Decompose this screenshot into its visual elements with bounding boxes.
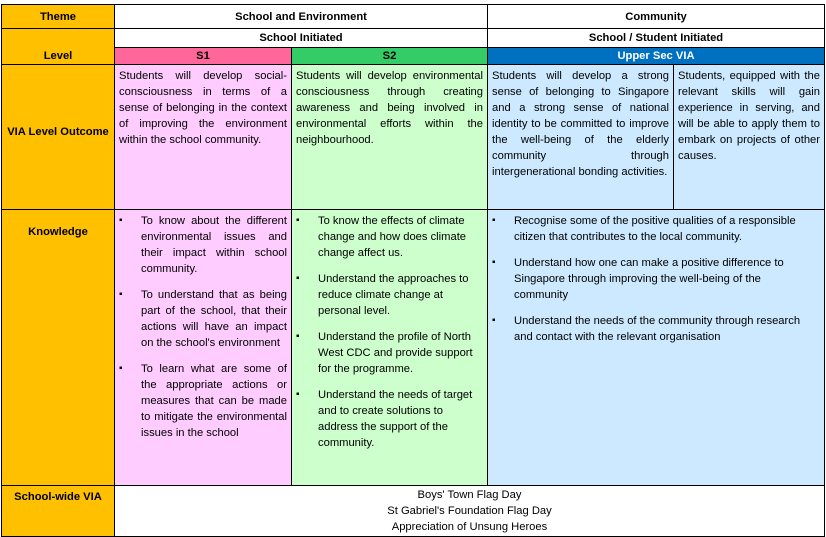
theme-row xyxy=(2,5,825,29)
outcome-upper-b: Students, equipped with the relevant skills will gain experience in serving, and will be able to apply them to embark on projects of other causes. xyxy=(674,65,825,210)
theme-label: Theme xyxy=(2,5,115,29)
initiated-community: School / Student Initiated xyxy=(488,29,825,48)
outcome-upper-a: Students will develop a strong sense of belonging to Singapore and a strong sense of national identity to be committed to improve the well-being of the elderly community through intergenerational bonding activities. xyxy=(488,65,674,210)
knowledge-upper-item: ▪ Recognise some of the positive qualities of a responsible citizen that contributes to the local community. xyxy=(492,213,818,245)
outcome-label: VIA Level Outcome xyxy=(2,65,115,210)
knowledge-s1-item: ▪ To learn what are some of the appropriate actions or measures that can be made to mitigate the environmental issues in the school xyxy=(119,361,287,441)
initiated-row xyxy=(2,29,825,48)
level-s1: S1 xyxy=(115,48,292,65)
knowledge-s2-item: ▪ Understand the approaches to reduce climate change at personal level. xyxy=(296,271,483,319)
outcome-s2: Students will develop environmental consciousness through creating awareness and being involved in environmental efforts within the neighbourhood. xyxy=(292,65,488,210)
knowledge-row xyxy=(2,210,825,486)
via-table xyxy=(1,4,825,537)
schoolwide-items xyxy=(115,486,825,537)
initiated-school: School Initiated xyxy=(115,29,488,48)
knowledge-upper xyxy=(488,210,825,486)
level-label-cell xyxy=(2,29,115,65)
knowledge-upper-item: ▪ Understand how one can make a positive difference to Singapore through improving the well-being of the community xyxy=(492,255,818,303)
knowledge-s2-list xyxy=(296,213,483,451)
schoolwide-label: School-wide VIA xyxy=(2,486,115,537)
knowledge-s1 xyxy=(115,210,292,486)
theme-school-environment: School and Environment xyxy=(115,5,488,29)
knowledge-s2-item: ▪ Understand the needs of target and to create solutions to address the support of the community. xyxy=(296,387,483,451)
outcome-s1: Students will develop social-consciousness in terms of a sense of belonging in the context of improving the environment within the school community. xyxy=(115,65,292,210)
theme-community: Community xyxy=(488,5,825,29)
knowledge-s1-item: ▪ To understand that as being part of the school, that their actions will have an impact on the school's environment xyxy=(119,287,287,351)
level-s2: S2 xyxy=(292,48,488,65)
knowledge-upper-item: ▪ Understand the needs of the community through research and contact with the relevant organisation xyxy=(492,313,818,345)
knowledge-s2-item: ▪ Understand the profile of North West CDC and provide support for the programme. xyxy=(296,329,483,377)
knowledge-label: Knowledge xyxy=(2,210,115,486)
outcome-row xyxy=(2,65,825,210)
knowledge-s2 xyxy=(292,210,488,486)
schoolwide-item: Boys' Town Flag Day xyxy=(417,489,522,501)
schoolwide-item: St Gabriel's Foundation Flag Day xyxy=(387,505,552,517)
knowledge-s2-item: ▪ To know the effects of climate change and how does climate change affect us. xyxy=(296,213,483,261)
schoolwide-item: Appreciation of Unsung Heroes xyxy=(391,521,548,533)
level-label: Level xyxy=(43,50,73,62)
knowledge-s1-list xyxy=(119,213,287,441)
level-upper-sec: Upper Sec VIA xyxy=(488,48,825,65)
knowledge-s1-item: ▪ To know about the different environmental issues and their impact within school community. xyxy=(119,213,287,277)
schoolwide-row xyxy=(2,486,825,537)
level-row xyxy=(2,48,825,65)
knowledge-upper-list xyxy=(492,213,820,345)
